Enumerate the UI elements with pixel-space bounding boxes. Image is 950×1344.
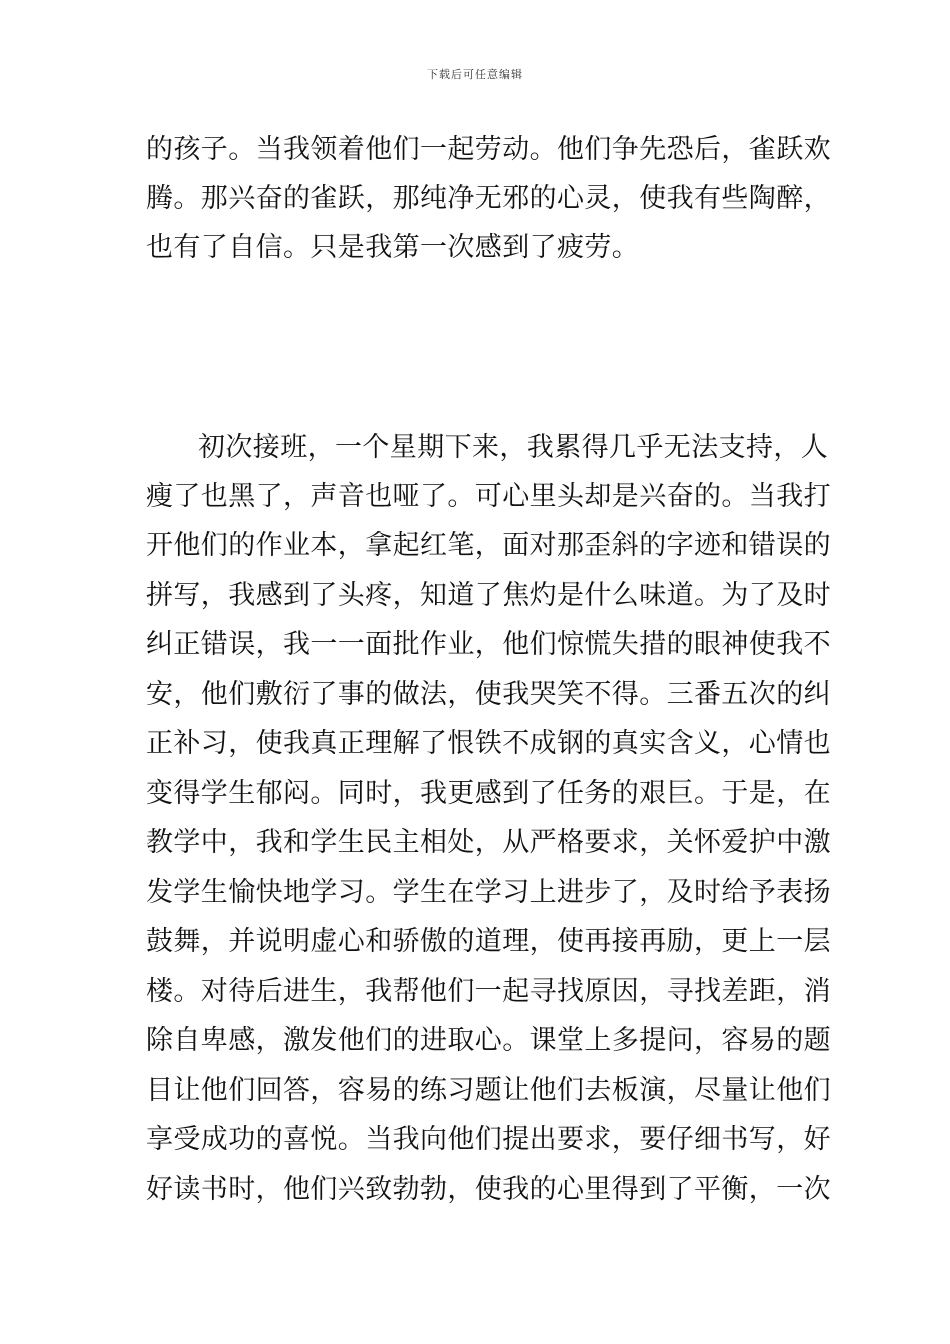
paragraph1-line: 的孩子。当我领着他们一起劳动。他们争先恐后，雀跃欢 [146, 134, 831, 165]
paragraph2-line: 正补习，使我真正理解了恨铁不成钢的真实含义，心情也 [146, 728, 831, 759]
paragraph2-line: 楼。对待后进生，我帮他们一起寻找原因，寻找差距，消 [146, 976, 831, 1007]
paragraph2-line: 除自卑感，激发他们的进取心。课堂上多提问，容易的题 [146, 1025, 831, 1056]
page-header-note: 下载后可任意编辑 [427, 68, 523, 81]
paragraph1-line: 腾。那兴奋的雀跃，那纯净无邪的心灵，使我有些陶醉， [146, 183, 831, 214]
paragraph2-line: 拼写，我感到了头疼，知道了焦灼是什么味道。为了及时 [146, 580, 831, 611]
paragraph2-line: 教学中，我和学生民主相处，从严格要求，关怀爱护中激 [146, 827, 831, 858]
paragraph2-line: 开他们的作业本，拿起红笔，面对那歪斜的字迹和错误的 [146, 530, 831, 561]
paragraph2-line: 初次接班，一个星期下来，我累得几乎无法支持，人 [198, 432, 829, 463]
paragraph1-line: 也有了自信。只是我第一次感到了疲劳。 [146, 232, 640, 263]
paragraph2-line: 鼓舞，并说明虚心和骄傲的道理，使再接再励，更上一层 [146, 926, 831, 957]
paragraph2-line: 好读书时，他们兴致勃勃，使我的心里得到了平衡，一次 [146, 1174, 831, 1205]
paragraph2-line: 享受成功的喜悦。当我向他们提出要求，要仔细书写，好 [146, 1124, 831, 1155]
paragraph2-line: 发学生愉快地学习。学生在学习上进步了，及时给予表扬 [146, 877, 831, 908]
paragraph2-line: 安，他们敷衍了事的做法，使我哭笑不得。三番五次的纠 [146, 679, 831, 710]
paragraph2-line: 目让他们回答，容易的练习题让他们去板演，尽量让他们 [146, 1075, 831, 1106]
paragraph2-line: 变得学生郁闷。同时，我更感到了任务的艰巨。于是，在 [146, 778, 831, 809]
paragraph2-line: 瘦了也黑了，声音也哑了。可心里头却是兴奋的。当我打 [146, 481, 831, 512]
paragraph2-line: 纠正错误，我一一面批作业，他们惊慌失措的眼神使我不 [146, 629, 831, 660]
